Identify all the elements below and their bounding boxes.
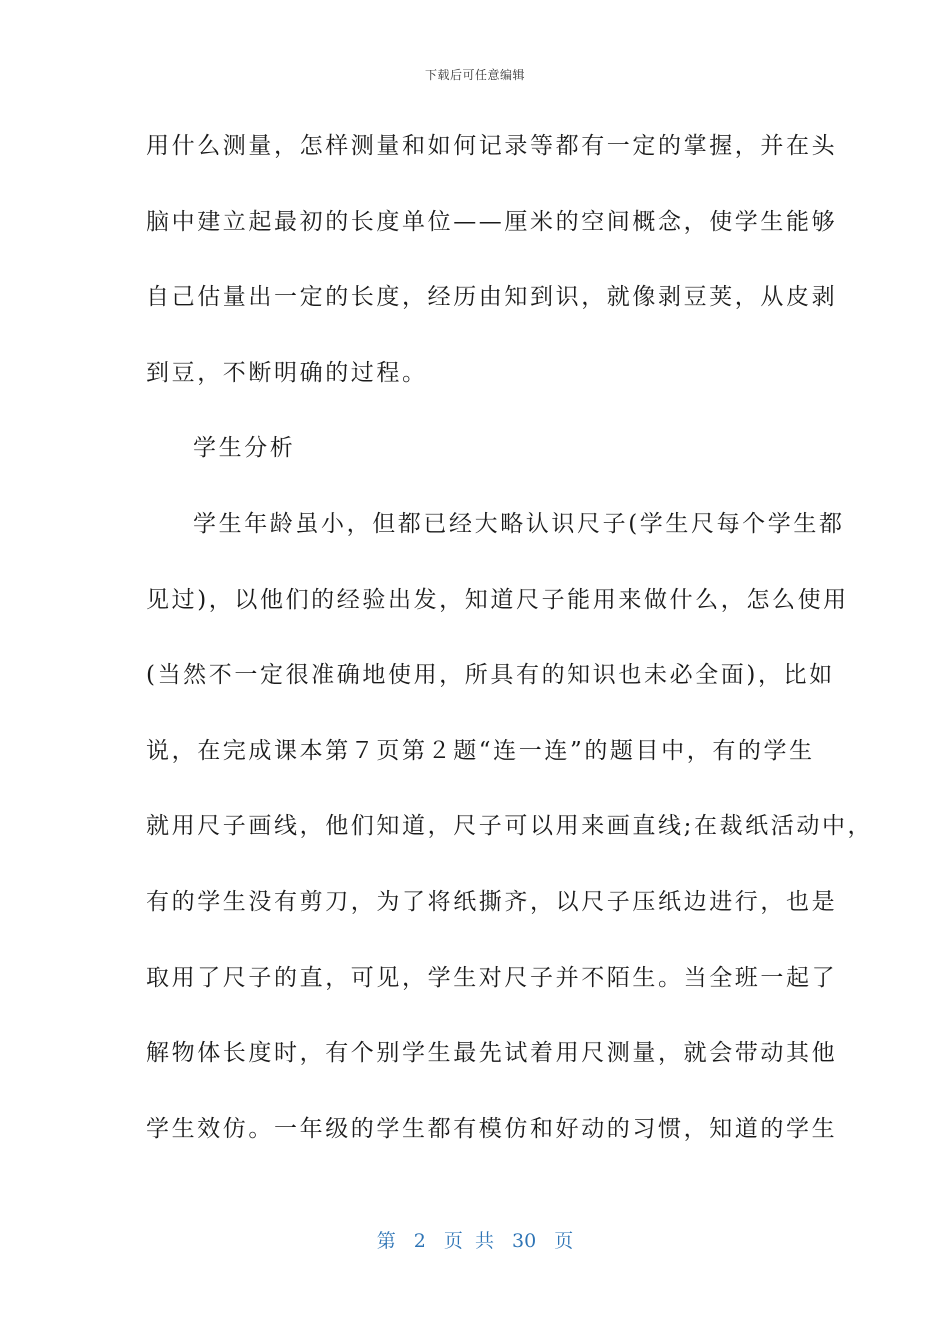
body-line-10: 就用尺子画线，他们知道，尺子可以用来画直线;在裁纸活动中， [146,813,874,840]
footer-page-number: 2 [413,1230,426,1252]
footer-total-pages: 30 [512,1230,537,1252]
footer-suffix: 页 [554,1230,574,1252]
body-line-11: 有的学生没有剪刀，为了将纸撕齐，以尺子压纸边进行，也是 [146,888,838,915]
body-line-12: 取用了尺子的直，可见，学生对尺子并不陌生。当全班一起了 [146,964,838,991]
body-line-6: 学生年龄虽小，但都已经大略认识尺子(学生尺每个学生都 [193,510,845,537]
section-heading: 学生分析 [193,435,296,462]
body-line-8: (当然不一定很准确地使用，所具有的知识也未必全面)，比如 [146,662,835,689]
body-line-2: 脑中建立起最初的长度单位——厘米的空间概念，使学生能够 [146,208,838,235]
body-line-4: 到豆，不断明确的过程。 [146,359,428,386]
page-footer [0,1226,950,1253]
page-header: 下载后可任意编辑 [424,68,525,82]
body-line-1: 用什么测量，怎样测量和如何记录等都有一定的掌握，并在头 [146,133,838,159]
body-line-3: 自己估量出一定的长度，经历由知到识，就像剥豆荚，从皮剥 [146,284,838,311]
document-body [146,125,874,1183]
footer-prefix: 第 [376,1230,396,1252]
body-line-14: 学生效仿。一年级的学生都有模仿和好动的习惯，知道的学生 [146,1115,838,1142]
body-line-13: 解物体长度时，有个别学生最先试着用尺测量，就会带动其他 [146,1040,838,1067]
body-line-9: 说，在完成课本第７页第２题“连一连”的题目中，有的学生 [146,737,815,764]
footer-middle: 页 共 [443,1230,494,1252]
body-line-7: 见过)，以他们的经验出发，知道尺子能用来做什么，怎么使用 [146,586,849,613]
